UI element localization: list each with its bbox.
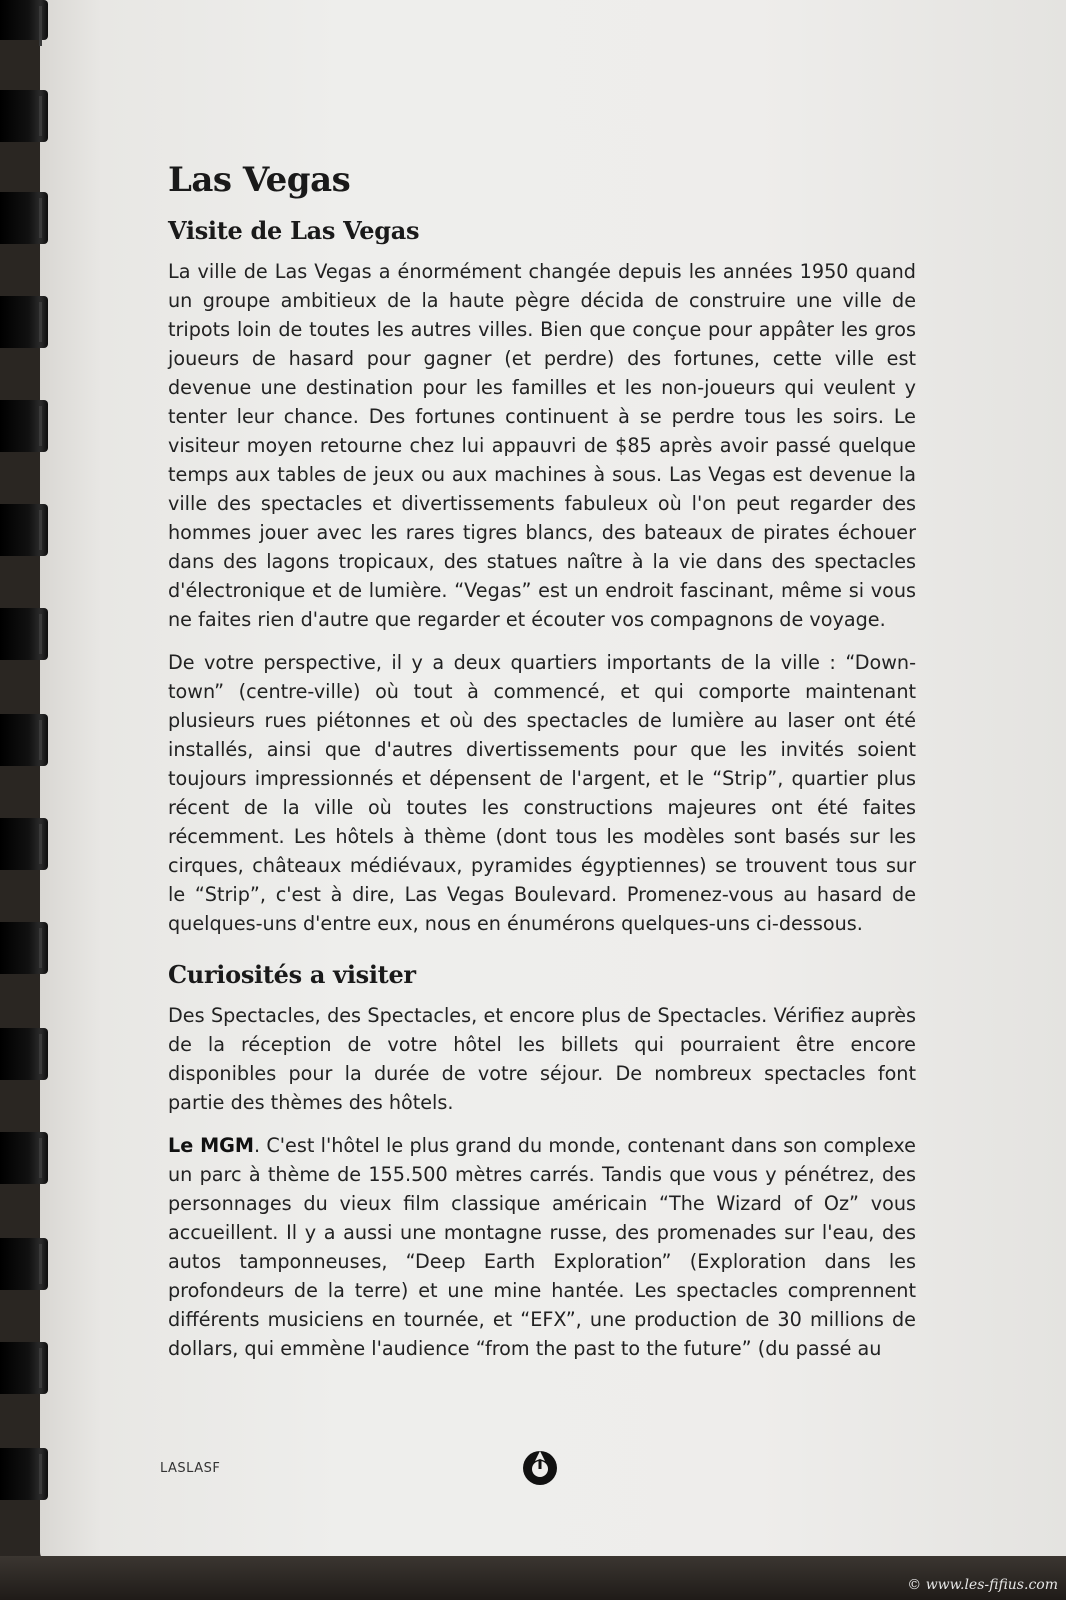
binding-ring	[0, 1132, 48, 1184]
paragraph-quartiers: De votre perspective, il y a deux quartiers importants de la ville : “Down-town” (centre-ville) où tout à commencé, et qui comporte maintenant plusieurs rues piétonnes et où des spectacles de lumière au laser ont été installés, ainsi que d'autres divertissements pour que les invités soient toujours impressionnés et dépensent de l'argent, et le “Strip”, quartier plus récent de la ville où toutes les constructions majeures ont été faites récemment. Les hôtels à thème (dont tous les modèles sont basés sur les cirques, châteaux médiévaux, pyramides égyptiennes) se trouvent tous sur le “Strip”, c'est à dire, Las Vegas Boulevard. Promenez-vous au hasard de quelques-uns d'entre eux, nous en énumérons quelques-uns ci-dessous.	[168, 651, 916, 935]
table-surface	[0, 1556, 1066, 1600]
spiral-binding	[0, 0, 60, 1600]
binding-ring	[0, 192, 48, 244]
watermark: © www.les-fifius.com	[907, 1577, 1058, 1593]
binding-ring	[0, 1342, 48, 1394]
paragraph-spectacles: Des Spectacles, des Spectacles, et encore plus de Spectacles. Vérifiez auprès de la réception de votre hôtel les billets qui pourraient être encore disponibles pour la durée de votre séjour. De nombreux spectacles font partie des thèmes des hôtels.	[168, 1004, 916, 1114]
binding-ring	[0, 504, 48, 556]
footer-code: LASLASF	[160, 1461, 221, 1476]
page-title: Las Vegas	[168, 160, 351, 200]
mgm-lead: Le MGM	[168, 1134, 255, 1157]
binding-ring	[0, 1448, 48, 1500]
binding-ring	[0, 0, 48, 40]
binding-ring	[0, 400, 48, 452]
binding-ring	[0, 1238, 48, 1290]
circle-arrow-logo-icon	[521, 1448, 559, 1486]
binding-ring	[0, 818, 48, 870]
mgm-text: . C'est l'hôtel le plus grand du monde, contenant dans son complexe un parc à thème de 155.500 mètres carrés. Tandis que vous y pénétrez, des personnages du vieux film classique américain “The Wizard of Oz” vous accueillent. Il y a aussi une montagne russe, des promenades sur l'eau, des autos tamponneuses, “Deep Earth Exploration” (Exploration dans les profondeurs de la terre) et une mine hantée. Les spectacles comprennent différents musiciens en tournée, et “EFX”, une production de 30 millions de dollars, qui emmène l'audience “from the past to the future” (du passé au	[168, 1134, 916, 1360]
paragraph-mgm	[168, 1131, 916, 1363]
binding-ring	[0, 90, 48, 142]
page-content	[168, 160, 916, 1377]
section-heading-visite: Visite de Las Vegas	[168, 216, 420, 245]
binding-ring	[0, 714, 48, 766]
binding-ring	[0, 922, 48, 974]
section-heading-curiosites: Curiosités a visiter	[168, 960, 416, 989]
paragraph-intro: La ville de Las Vegas a énormément changée depuis les années 1950 quand un groupe ambitieux de la haute pègre décida de construire une ville de tripots loin de toutes les autres villes. Bien que conçue pour appâter les gros joueurs de hasard pour gagner (et perdre) des fortunes, cette ville est devenue une destination pour les familles et les non-joueurs qui veulent y tenter leur chance. Des fortunes continuent à se perdre tous les soirs. Le visiteur moyen retourne chez lui appauvri de $85 après avoir passé quelque temps aux tables de jeux ou aux machines à sous. Las Vegas est devenue la ville des spectacles et divertissements fabuleux où l'on peut regarder des hommes jouer avec les rares tigres blancs, des bateaux de pirates échouer dans des lagons tropicaux, des statues naître à la vie dans des spectacles d'électronique et de lumière. “Vegas” est un endroit fascinant, même si vous ne faites rien d'autre que regarder et écouter vos compagnons de voyage.	[168, 260, 916, 631]
binding-ring	[0, 1028, 48, 1080]
binding-ring	[0, 608, 48, 660]
binding-ring	[0, 296, 48, 348]
